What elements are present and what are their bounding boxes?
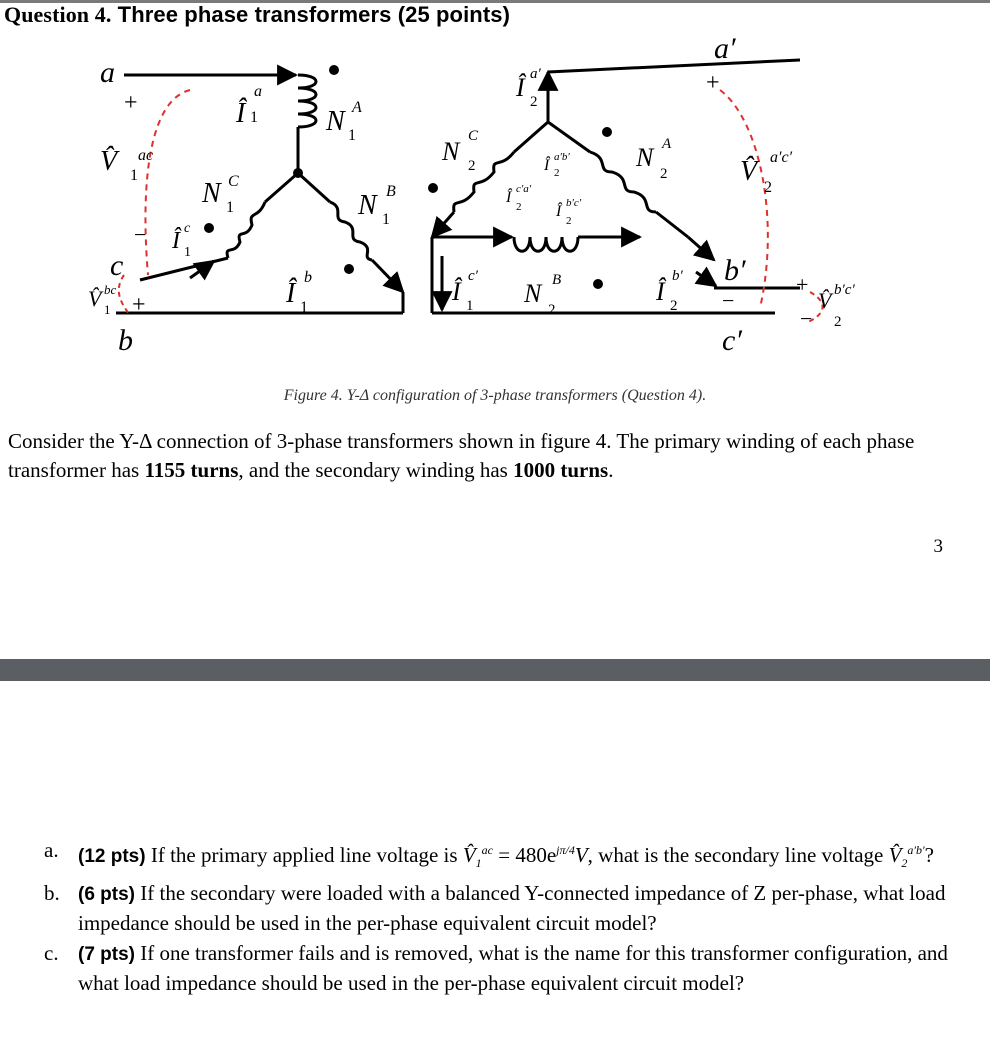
i-bc2-sub: 2 [566, 215, 572, 227]
n-b1-label: N [358, 190, 377, 221]
figure-caption: Figure 4. Y-Δ configuration of 3-phase transformers (Question 4). [283, 387, 707, 404]
question-a-points: (12 pts) [78, 846, 146, 867]
secondary-delta-network [428, 32, 855, 357]
n-b2-label: N [524, 279, 542, 308]
node-a2-label: a′ [714, 32, 736, 65]
i-ab2-label: Î [544, 157, 550, 174]
intro-paragraph [8, 427, 968, 485]
plus-bc2-label: + [796, 272, 809, 297]
n-a2-sub: 2 [660, 166, 668, 182]
primary-wye-network [88, 56, 403, 357]
secondary-wire-top-left [514, 122, 548, 152]
v-bc2-sub: 2 [834, 314, 842, 330]
primary-turns: 1155 turns [144, 458, 239, 482]
v-bc2-sup: b′c′ [834, 282, 855, 298]
i-c2-sub: 1 [466, 298, 474, 314]
question-a-v2-sub: 2 [901, 856, 908, 871]
v-bc1-label: V̂ [88, 286, 102, 311]
polarity-dot-c1 [204, 223, 214, 233]
secondary-current-arrow-ib [696, 272, 716, 286]
question-a-v2: V̂ [888, 843, 902, 867]
question-c [0, 939, 990, 997]
i-ca2-sub: 2 [516, 201, 522, 213]
question-c-label: c. [44, 941, 59, 966]
i-a2-label: Î [516, 73, 525, 102]
v-bc1-sub: 1 [104, 302, 111, 317]
primary-winding-a [298, 75, 316, 127]
i-a1-sub: 1 [250, 109, 258, 126]
n-a1-sup: A [352, 99, 362, 116]
question-b-text: If the secondary were loaded with a balanced Y-connected impedance of Z per-phase, what load impedance should be used in the per-phase equivalent circuit model? [78, 881, 946, 936]
question-a-text-end: ? [924, 843, 934, 867]
v-ac2-sup: a′c′ [770, 149, 793, 166]
i-a2-sub: 2 [530, 94, 538, 110]
i-ca2-label: Î [506, 189, 512, 206]
i-b1-label: Î [286, 278, 296, 309]
primary-wire-b-neutral [298, 173, 330, 202]
primary-line-c [140, 258, 228, 280]
intro-text-3: . [608, 458, 614, 482]
i-c2-sup: c′ [468, 268, 478, 284]
v-ac1-label: V̂ [100, 146, 118, 177]
n-a1-sub: 1 [348, 127, 356, 144]
plus-a2-label: + [706, 70, 720, 96]
i-b1-sup: b [304, 269, 312, 286]
n-b2-sub: 2 [548, 302, 556, 318]
secondary-wire-a-right [656, 212, 688, 237]
i-c1-sup: c [184, 221, 191, 236]
question-b-points: (6 pts) [78, 884, 135, 906]
node-b2-label: b′ [724, 254, 746, 287]
question-a-v1: V̂ [462, 843, 476, 867]
n-b2-sup: B [552, 272, 562, 288]
page-break-bar [0, 659, 990, 681]
polarity-dot-b1 [344, 264, 354, 274]
node-b-label: b [118, 324, 133, 357]
n-c2-label: N [442, 137, 460, 166]
i-b2-label: Î [656, 277, 665, 306]
i-c1-sub: 1 [184, 245, 191, 260]
i-c2-label: Î [452, 277, 461, 306]
n-c1-sup: C [228, 173, 239, 190]
n-c2-sup: C [468, 128, 479, 144]
question-list [0, 836, 990, 999]
polarity-dot-a2 [602, 127, 612, 137]
n-c1-label: N [202, 178, 221, 209]
polarity-dot-a1 [329, 65, 339, 75]
question-c-points: (7 pts) [78, 944, 135, 966]
question-b-label: b. [44, 881, 60, 906]
n-c1-sub: 1 [226, 199, 234, 216]
n-a2-sup: A [662, 136, 672, 152]
v-ac1-sub: 1 [130, 167, 138, 184]
polarity-dot-c2 [428, 183, 438, 193]
v-ac2-sub: 2 [764, 179, 772, 196]
secondary-wire-top-right [548, 122, 590, 152]
question-c-text: If one transformer fails and is removed, what is the name for this transformer configuration, and what load impedance should be used in the per-phase equivalent circuit model? [78, 941, 948, 996]
n-b1-sub: 1 [382, 211, 390, 228]
y-delta-transformer-diagram [0, 30, 990, 370]
v-bc2-label: V̂ [818, 288, 832, 313]
minus-b2-label: − [722, 288, 735, 313]
node-c2-label: c′ [722, 324, 742, 357]
question-heading: Three phase transformers (25 points) [111, 2, 511, 27]
i-ab2-sub: 2 [554, 167, 560, 179]
intro-text-1: Consider the Y-Δ connection of 3-phase transformers shown in figure 4. The primary winding of each phase transformer has [8, 429, 915, 482]
i-ca2-sup: c′a′ [516, 183, 532, 195]
v-ac2-label: V̂ [740, 156, 758, 187]
polarity-dot-b2 [593, 279, 603, 289]
intro-text-2: , and the secondary winding has [238, 458, 514, 482]
plus-b-label: + [132, 292, 146, 318]
n-a2-label: N [636, 143, 654, 172]
primary-wire-b-out [372, 260, 403, 292]
question-a-label: a. [44, 838, 59, 862]
plus-a-label: + [124, 90, 138, 116]
primary-wire-c-neutral [265, 173, 298, 202]
i-a1-label: Î [236, 98, 246, 129]
i-b2-sup: b′ [672, 268, 683, 284]
n-c2-sub: 2 [468, 158, 476, 174]
question-a-text-pre: If the primary applied line voltage is [145, 843, 463, 867]
i-a1-sup: a [254, 83, 262, 100]
secondary-wire-c-left [432, 212, 454, 237]
question-a-text-mid: , what is the secondary line voltage [587, 843, 889, 867]
question-number: Question 4. [4, 2, 112, 27]
minus-bc2-label: − [800, 306, 813, 331]
secondary-wire-right-down [688, 237, 714, 260]
question-a-v1-sup: ac [481, 843, 493, 857]
i-c1-label: Î [172, 228, 180, 254]
i-b1-sub: 1 [300, 299, 308, 316]
question-a-v1-sub: 1 [475, 856, 482, 871]
page-number: 3 [933, 536, 943, 557]
question-title [4, 2, 510, 28]
question-a [0, 836, 990, 877]
question-b [0, 879, 990, 937]
question-a-v2-sup: a′b′ [907, 843, 925, 857]
secondary-winding-b [514, 237, 578, 251]
minus-c-label: − [134, 222, 147, 247]
v-ac1-sup: ac [138, 147, 154, 164]
i-bc2-sup: b′c′ [566, 197, 582, 209]
n-a1-label: N [326, 106, 345, 137]
question-a-exp: jπ/4 [556, 843, 575, 857]
i-bc2-label: Î [556, 203, 562, 220]
i-b2-sub: 2 [670, 298, 678, 314]
n-b1-sup: B [386, 183, 396, 200]
i-ab2-sup: a′b′ [554, 151, 570, 163]
question-a-unit: V [574, 843, 588, 867]
secondary-turns: 1000 turns [513, 458, 609, 482]
node-c-label: c [110, 249, 124, 282]
v-bc1-sup: bc [104, 282, 117, 297]
secondary-winding-c [454, 152, 514, 212]
node-a-label: a [100, 56, 115, 89]
question-a-eq: = 480e [492, 843, 557, 867]
i-a2-sup: a′ [530, 66, 541, 82]
